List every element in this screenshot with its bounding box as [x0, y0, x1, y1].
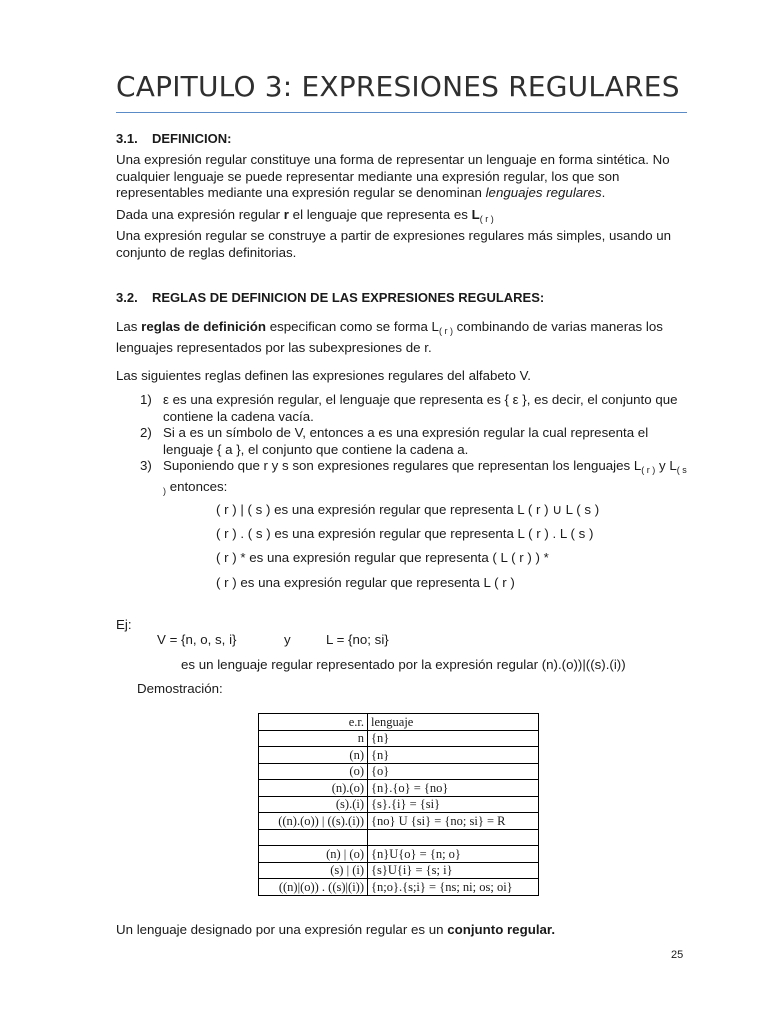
alphabet-paragraph: Las siguientes reglas definen las expresiones regulares del alfabeto V.: [116, 368, 531, 383]
subscript: ( s ): [163, 465, 687, 496]
bold-text: r: [283, 207, 289, 222]
subscript: ( r ): [479, 214, 494, 224]
table-cell: (n).(o): [259, 780, 368, 797]
list-item: [140, 458, 690, 499]
chapter-title: CAPITULO 3: EXPRESIONES REGULARES: [116, 70, 680, 103]
table-row: [259, 813, 539, 830]
table-cell: (n) | (o): [259, 846, 368, 863]
table-cell: (s).(i): [259, 796, 368, 813]
example-language: L = {no; si}: [326, 632, 389, 647]
section-title: REGLAS DE DEFINICION DE LAS EXPRESIONES REGULARES:: [152, 290, 545, 305]
section-title: DEFINICION:: [152, 131, 232, 146]
text-run: Suponiendo que r y s son expresiones regulares que representan los lenguajes L: [163, 458, 642, 473]
column-header-er: e.r.: [259, 714, 368, 731]
section-number: 3.1.: [116, 131, 138, 146]
section-heading-3-2: [116, 290, 544, 305]
table-row: [259, 862, 539, 879]
section-heading-3-1: [116, 131, 231, 146]
example-alphabet: V = {n, o, s, i}: [157, 632, 237, 647]
table-row: [259, 796, 539, 813]
rules-list: [140, 392, 690, 499]
section-number: 3.2.: [116, 290, 138, 305]
example-label: Ej:: [116, 617, 132, 632]
construction-paragraph: Una expresión regular se construye a partir de expresiones regulares más simples, usando un conjunto de reglas definitorias.: [116, 228, 672, 260]
table-cell: {n}.{o} = {no}: [368, 780, 539, 797]
list-text: [163, 458, 690, 499]
table-cell: (n): [259, 747, 368, 764]
definition-paragraph: [116, 152, 691, 202]
text-run: Un lenguaje designado por una expresión regular es un: [116, 922, 448, 937]
table-cell: n: [259, 730, 368, 747]
bold-text: conjunto regular.: [447, 922, 556, 937]
language-paragraph: [116, 207, 691, 228]
column-header-lenguaje: lenguaje: [368, 714, 539, 731]
table-cell: (s) | (i): [259, 862, 368, 879]
rule-union: ( r ) | ( s ) es una expresión regular que representa L ( r ) ∪ L ( s ): [216, 502, 600, 517]
table-cell: {s}.{i} = {si}: [368, 796, 539, 813]
conclusion-paragraph: [116, 922, 555, 937]
table-cell: ((n).(o)) | ((s).(i)): [259, 813, 368, 830]
table-cell: (o): [259, 763, 368, 780]
table-row: [259, 780, 539, 797]
table-cell: ((n)|(o)) . ((s)|(i)): [259, 879, 368, 896]
table-cell: {o}: [368, 763, 539, 780]
example-and: y: [284, 632, 291, 647]
bold-text: reglas de definición: [141, 319, 267, 334]
example-statement: es un lenguaje regular representado por la expresión regular (n).(o))|((s).(i)): [181, 657, 626, 672]
text-run: el lenguaje que representa es: [288, 207, 472, 222]
subscript: ( r ): [438, 326, 453, 336]
table-row: [259, 879, 539, 896]
rule-kleene-star: ( r ) * es una expresión regular que representa ( L ( r ) ) *: [216, 550, 549, 565]
table-cell: {n}U{o} = {n; o}: [368, 846, 539, 863]
text-run: Una expresión regular constituye una forma de representar un lenguaje en forma sintética. No cualquier lenguaje se puede representar mediante una expresión regular, los que son representables mediante una expresión regular se denominan: [116, 152, 670, 200]
rules-intro-paragraph: [116, 319, 691, 356]
list-number: 3): [140, 458, 152, 473]
page-number: 25: [671, 949, 684, 961]
list-number: 2): [140, 425, 152, 440]
demonstration-table: [258, 713, 539, 896]
text-run: entonces:: [166, 478, 228, 494]
text-run: especifican como se forma L: [266, 319, 439, 334]
emphasis-text: lenguajes regulares: [485, 185, 602, 200]
list-item: [140, 392, 690, 425]
rule-concatenation: ( r ) . ( s ) es una expresión regular que representa L ( r ) . L ( s ): [216, 526, 594, 541]
text-run: combinando de varias maneras los lenguajes representados por las subexpresiones de r.: [116, 319, 663, 355]
subscript: ( r ): [641, 465, 656, 475]
table-row: [259, 829, 539, 846]
table-cell: {n}: [368, 730, 539, 747]
table-cell: {no} U {si} = {no; si} = R: [368, 813, 539, 830]
text-run: y L: [655, 458, 677, 473]
table-row: [259, 747, 539, 764]
table-header-row: [259, 714, 539, 731]
list-text: Si a es un símbolo de V, entonces a es una expresión regular la cual representa el lenguaje { a }, el conjunto que contiene la cadena a.: [163, 425, 649, 457]
table-cell: [259, 829, 368, 846]
bold-text: L: [471, 207, 480, 222]
title-underline: [116, 112, 687, 113]
list-text: ε es una expresión regular, el lenguaje que representa es { ε }, es decir, el conjunto que contiene la cadena vacía.: [163, 392, 678, 424]
table-cell: {n}: [368, 747, 539, 764]
table-cell: {n;o}.{s;i} = {ns; ni; os; oi}: [368, 879, 539, 896]
table-row: [259, 730, 539, 747]
table-row: [259, 846, 539, 863]
table-cell: [368, 829, 539, 846]
demo-label: Demostración:: [137, 681, 223, 696]
text-run: .: [601, 185, 606, 200]
table-cell: {s}U{i} = {s; i}: [368, 862, 539, 879]
list-number: 1): [140, 392, 152, 407]
text-run: Las: [116, 319, 142, 334]
table-row: [259, 763, 539, 780]
rule-parentheses: ( r ) es una expresión regular que representa L ( r ): [216, 575, 515, 590]
list-item: [140, 425, 690, 458]
text-run: Dada una expresión regular: [116, 207, 284, 222]
